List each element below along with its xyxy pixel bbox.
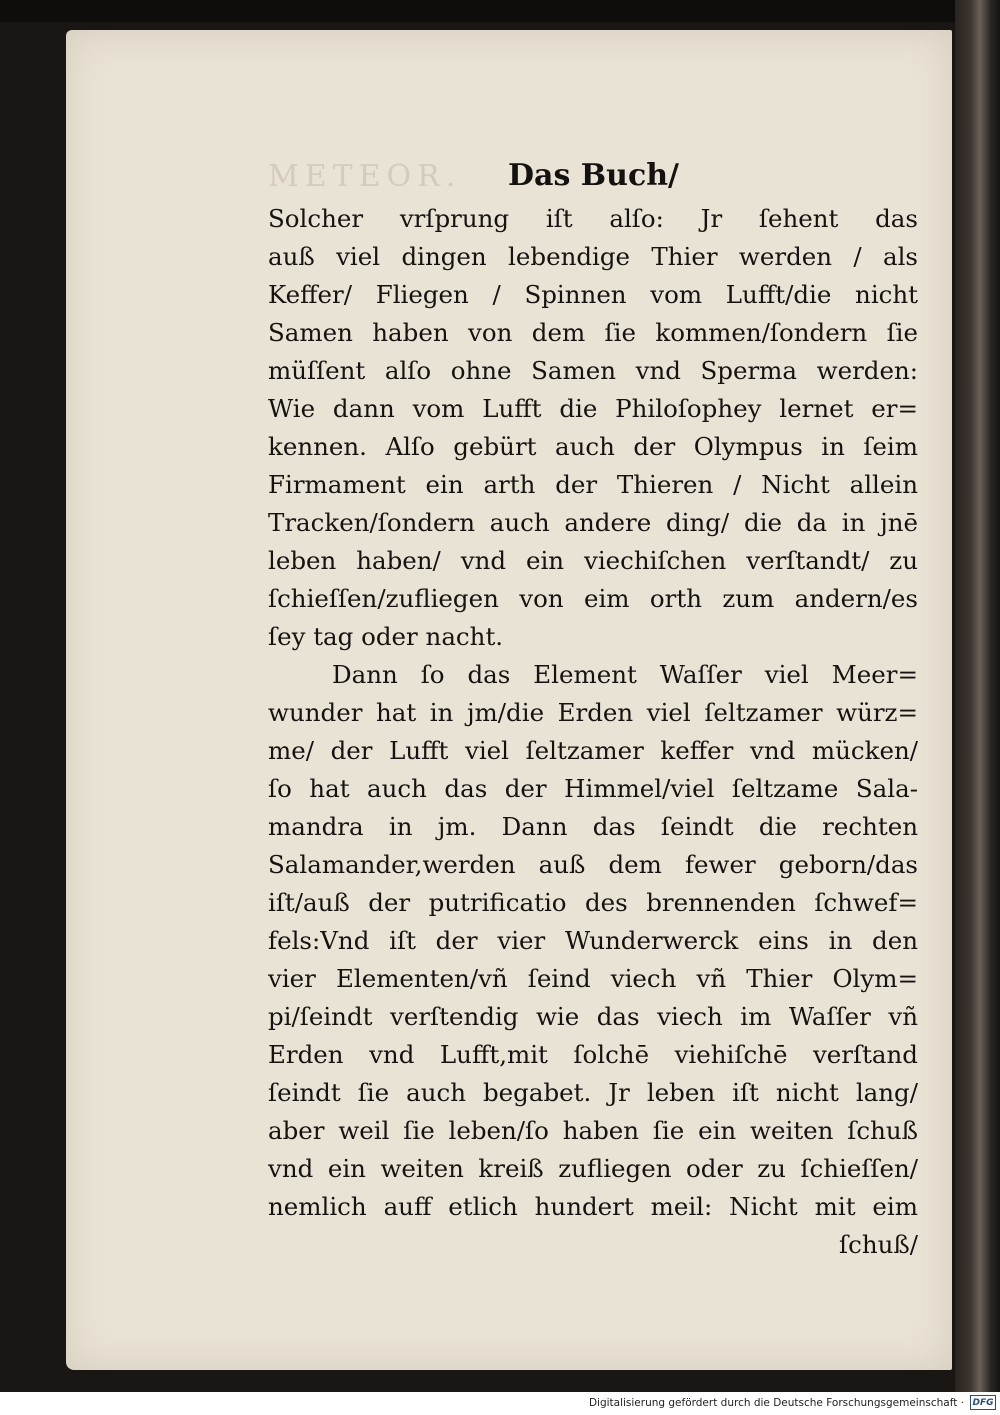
text-line: Keffer/ Fliegen / Spinnen vom Lufft/die nicht xyxy=(268,280,918,309)
text-line: me/ der Lufft viel ſeltzamer keffer vnd mücken/ xyxy=(268,736,918,765)
text-line: vnd ein weiten kreiß zufliegen oder zu ſchieſſen/ xyxy=(268,1154,918,1183)
text-line: iſt/auß der putrificatio des brennenden ſchwef= xyxy=(268,888,918,917)
digitization-footer xyxy=(0,1392,1000,1415)
text-line: Solcher vrſprung iſt alſo: Jr ſehent das xyxy=(268,204,918,233)
text-line: leben haben/ vnd ein viechiſchen verſtandt/ zu xyxy=(268,546,918,575)
text-line: Samen haben von dem ſie kommen/ſondern ſie xyxy=(268,318,918,347)
text-line: kennen. Alſo gebürt auch der Olympus in ſeim xyxy=(268,432,918,461)
funding-credit: Digitalisierung gefördert durch die Deutsche Forschungsgemeinschaft · xyxy=(588,1397,964,1409)
bleed-through-line: METEOR. xyxy=(268,159,462,194)
text-line: Dann ſo das Element Waſſer viel Meer= xyxy=(332,660,918,689)
text-line: ſeindt ſie auch begabet. Jr leben iſt nicht lang/ xyxy=(268,1078,918,1107)
page-body-text xyxy=(268,200,918,1264)
text-line: müſſent alſo ohne Samen vnd Sperma werden: xyxy=(268,356,918,385)
text-line: Tracken/ſondern auch andere ding/ die da in jnē xyxy=(268,508,918,537)
text-line: auß viel dingen lebendige Thier werden / als xyxy=(268,242,918,271)
text-line: fels:Vnd iſt der vier Wunderwerck eins in den xyxy=(268,926,918,955)
text-line: aber weil ſie leben/ſo haben ſie ein weiten ſchuß xyxy=(268,1116,918,1145)
text-line: ſo hat auch das der Himmel/viel ſeltzame Sala- xyxy=(268,774,918,803)
text-line: pi/ſeindt verſtendig wie das viech im Waſſer vñ xyxy=(268,1002,918,1031)
catchword: ſchuß/ xyxy=(839,1230,918,1259)
text-line: wunder hat in jm/die Erden viel ſeltzamer würz= xyxy=(268,698,918,727)
text-line: Wie dann vom Lufft die Philoſophey lernet er= xyxy=(268,394,918,423)
text-line: Firmament ein arth der Thieren / Nicht allein xyxy=(268,470,918,499)
book-fore-edge xyxy=(955,0,1000,1392)
text-line: mandra in jm. Dann das ſeindt die rechten xyxy=(268,812,918,841)
text-line: nemlich auff etlich hundert meil: Nicht mit eim xyxy=(268,1192,918,1221)
text-line: vier Elementen/vñ ſeind viech vñ Thier Olym= xyxy=(268,964,918,993)
text-line: ſchieſſen/zufliegen von eim orth zum andern/es xyxy=(268,584,918,613)
dfg-logo: DFG xyxy=(970,1395,996,1410)
text-line: Erden vnd Lufft,mit ſolchē viehiſchē verſtand xyxy=(268,1040,918,1069)
scan-top-edge xyxy=(0,0,1000,22)
running-header: Das Buch/ xyxy=(508,158,679,193)
text-line: Salamander,werden auß dem fewer geborn/das xyxy=(268,850,918,879)
text-line: ſey tag oder nacht. xyxy=(268,622,504,651)
